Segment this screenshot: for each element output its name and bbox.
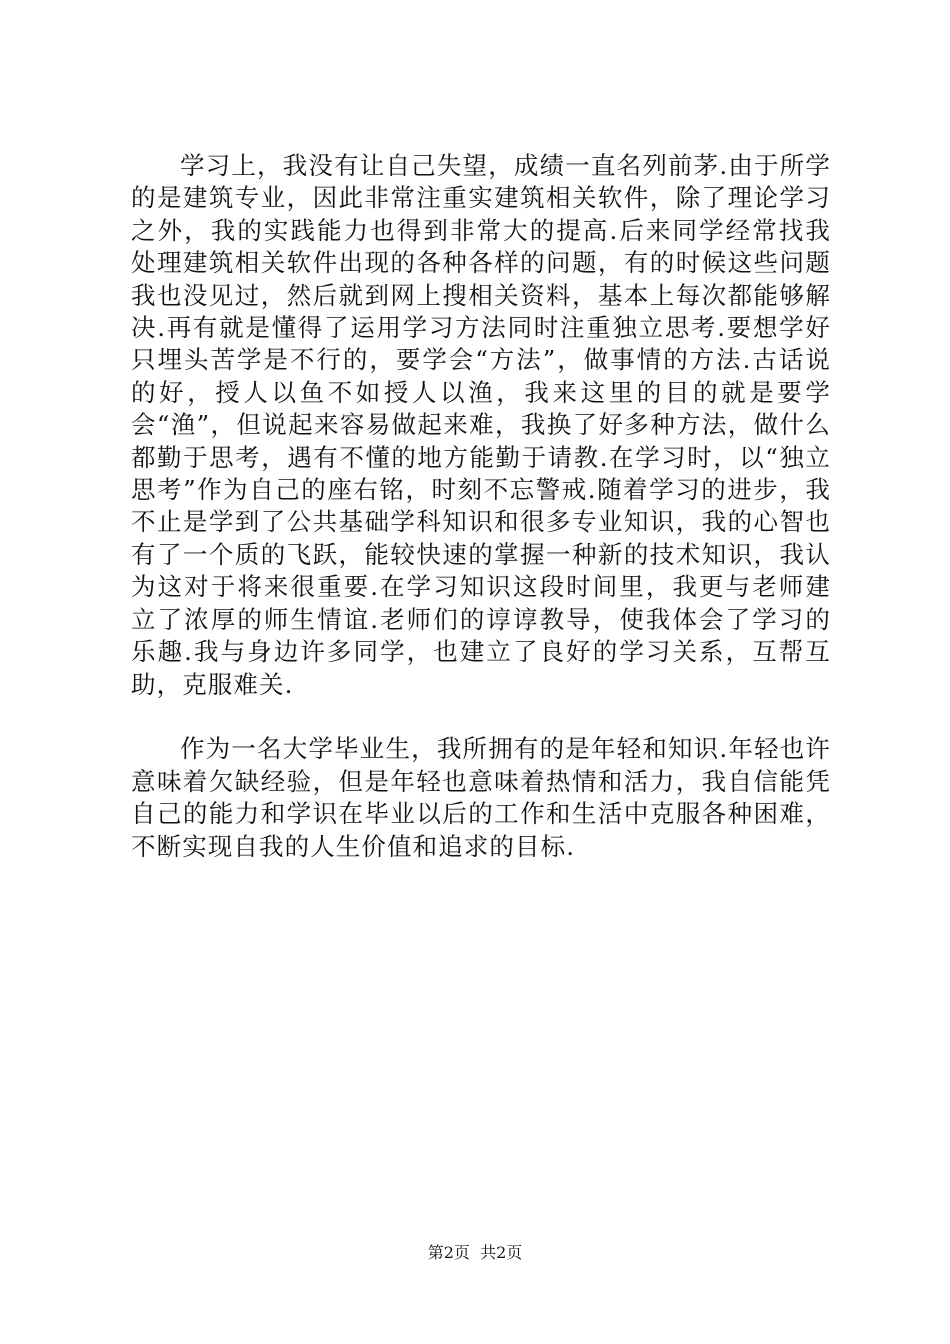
paragraph-graduate: 作为一名大学毕业生，我所拥有的是年轻和知识.年轻也许意味着欠缺经验，但是年轻也意味着热情和活力，我自信能凭自己的能力和学识在毕业以后的工作和生活中克服各种困难，不断实现自我的人生价值和追求的目标. [131, 734, 831, 861]
document-body [131, 150, 831, 863]
page-number-footer: 第2页 共2页 [427, 1243, 523, 1262]
paragraph-study: 学习上，我没有让自己失望，成绩一直名列前茅.由于所学的是建筑专业，因此非常注重实建筑相关软件，除了理论学习之外，我的实践能力也得到非常大的提高.后来同学经常找我处理建筑相关软件出现的各种各样的问题，有的时候这些问题我也没见过，然后就到网上搜相关资料，基本上每次都能够解决.再有就是懂得了运用学习方法同时注重独立思考.要想学好只埋头苦学是不行的，要学会“方法”，做事情的方法.古话说的好，授人以鱼不如授人以渔，我来这里的目的就是要学会“渔”，但说起来容易做起来难，我换了好多种方法，做什么都勤于思考，遇有不懂的地方能勤于请教.在学习时，以“独立思考”作为自己的座右铭，时刻不忘警戒.随着学习的进步，我不止是学到了公共基础学科知识和很多专业知识，我的心智也有了一个质的飞跃，能较快速的掌握一种新的技术知识，我认为这对于将来很重要.在学习知识这段时间里，我更与老师建立了浓厚的师生情谊.老师们的谆谆教导，使我体会了学习的乐趣.我与身边许多同学，也建立了良好的学习关系，互帮互助，克服难关. [131, 151, 831, 699]
